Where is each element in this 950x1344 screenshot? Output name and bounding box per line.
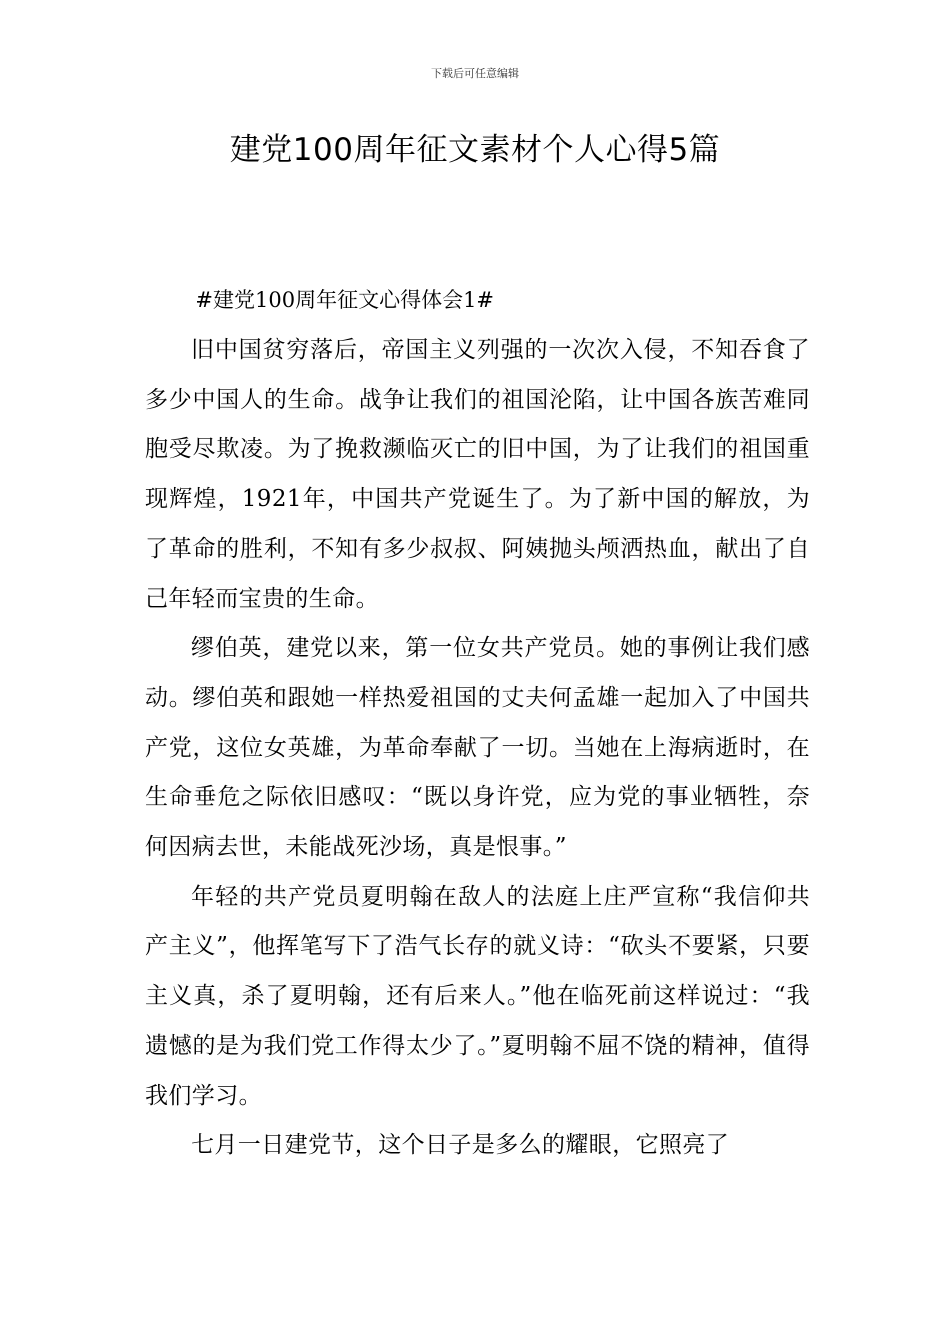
paragraph: 七月一日建党节，这个日子是多么的耀眼，它照亮了 — [191, 1132, 730, 1159]
document-body — [145, 280, 810, 1171]
paragraph: 旧中国贫穷落后，帝国主义列强的一次次入侵，不知吞食了多少中国人的生命。战争让我们的祖国沦陷，让中国各族苦难同胞受尽欺凌。为了挽救濒临灭亡的旧中国，为了让我们的祖国重现辉煌，1921年，中国共产党诞生了。为了新中国的解放，为了革命的胜利，不知有多少叔叔、阿姨抛头颅洒热血，献出了自己年轻而宝贵的生命。 — [145, 337, 810, 612]
paragraph: 年轻的共产党员夏明翰在敌人的法庭上庄严宣称“我信仰共产主义”，他挥笔写下了浩气长存的就义诗：“砍头不要紧，只要主义真，杀了夏明翰，还有后来人。”他在临死前这样说过：“我遗憾的是为我们党工作得太少了。”夏明翰不屈不饶的精神，值得我们学习。 — [145, 883, 810, 1109]
document-title: 建党100周年征文素材个人心得5篇 — [229, 132, 721, 168]
paragraph: 缪伯英，建党以来，第一位女共产党员。她的事例让我们感动。缪伯英和跟她一样热爱祖国的丈夫何孟雄一起加入了中国共产党，这位女英雄，为革命奉献了一切。当她在上海病逝时，在生命垂危之际依旧感叹：“既以身许党，应为党的事业牺牲，奈何因病去世，未能战死沙场，真是恨事。” — [145, 635, 810, 861]
header-note: 下载后可任意编辑 — [431, 67, 519, 80]
section-heading: #建党100周年征文心得体会1# — [195, 288, 495, 312]
